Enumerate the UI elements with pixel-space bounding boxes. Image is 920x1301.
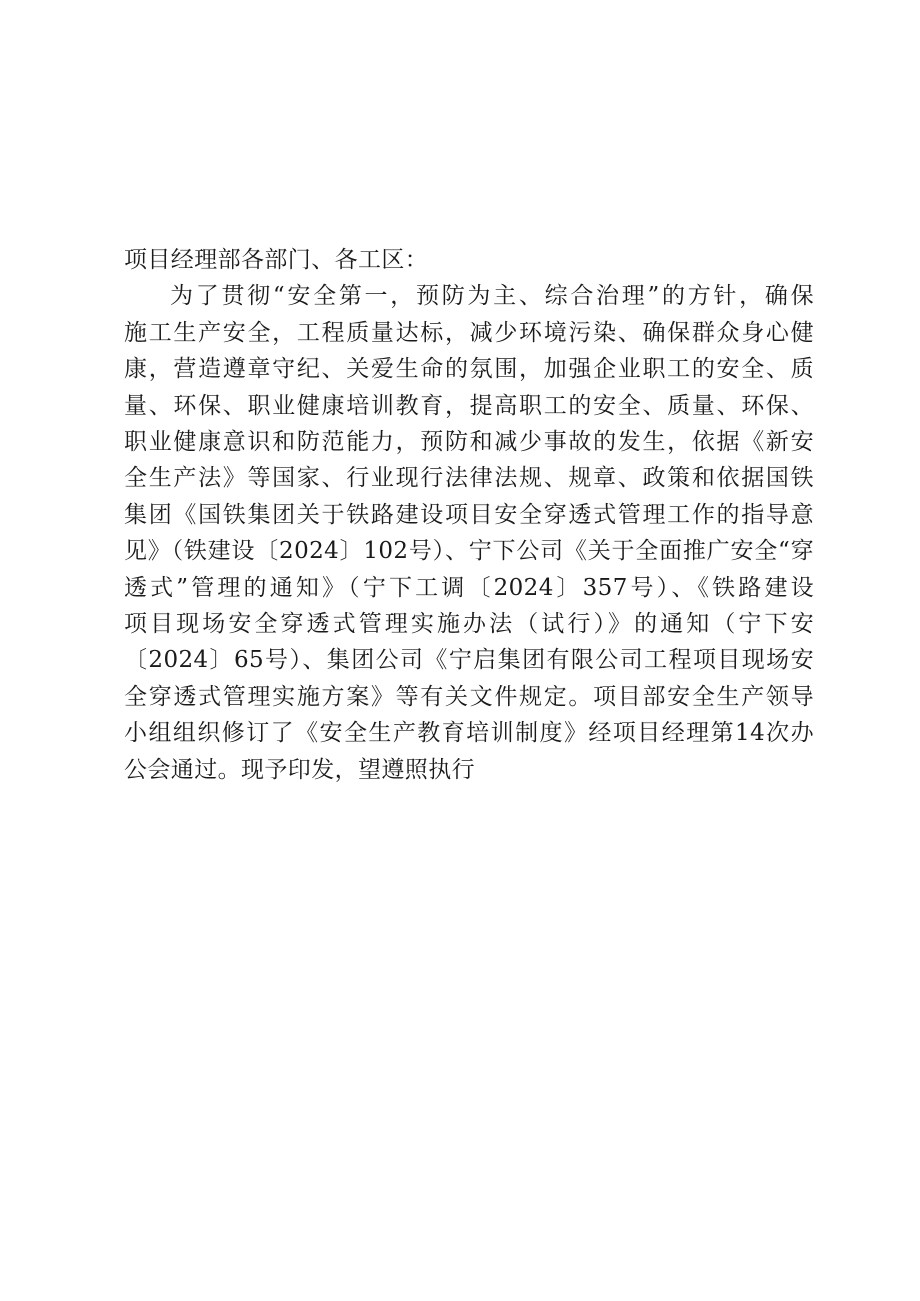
- paragraph-line: 小组组织修订了《安全生产教育培训制度》经项目经理第14次办: [124, 720, 814, 747]
- paragraph-line: 公会通过。现予印发，望遵照执行: [124, 756, 475, 783]
- main-paragraph: [124, 278, 814, 788]
- salutation: 项目经理部各部门、各工区：: [124, 247, 429, 273]
- paragraph-line: 康，营造遵章守纪、关爱生命的氛围，加强企业职工的安全、质: [124, 356, 814, 383]
- paragraph-line: 透式”管理的通知》（宁下工调〔2024〕357号）、《铁路建设: [124, 574, 814, 601]
- paragraph-line: 职业健康意识和防范能力，预防和减少事故的发生，依据《新安: [124, 429, 814, 456]
- document-body: [124, 242, 814, 788]
- paragraph-line: 项目现场安全穿透式管理实施办法（试行）》的通知（宁下安: [124, 611, 814, 638]
- paragraph-line: 见》（铁建设〔2024〕102号）、宁下公司《关于全面推广安全“穿: [124, 538, 814, 565]
- paragraph-line: 量、环保、职业健康培训教育，提高职工的安全、质量、环保、: [124, 392, 814, 419]
- paragraph-line: 施工生产安全，工程质量达标，减少环境污染、确保群众身心健: [124, 319, 814, 346]
- paragraph-line: 全穿透式管理实施方案》等有关文件规定。项目部安全生产领导: [124, 683, 814, 710]
- paragraph-line: 集团《国铁集团关于铁路建设项目安全穿透式管理工作的指导意: [124, 501, 814, 528]
- paragraph-line: 〔2024〕65号）、集团公司《宁启集团有限公司工程项目现场安: [124, 647, 814, 674]
- paragraph-line: 为了贯彻“安全第一，预防为主、综合治理”的方针，确保: [170, 283, 814, 310]
- paragraph-line: 全生产法》等国家、行业现行法律法规、规章、政策和依据国铁: [124, 465, 814, 492]
